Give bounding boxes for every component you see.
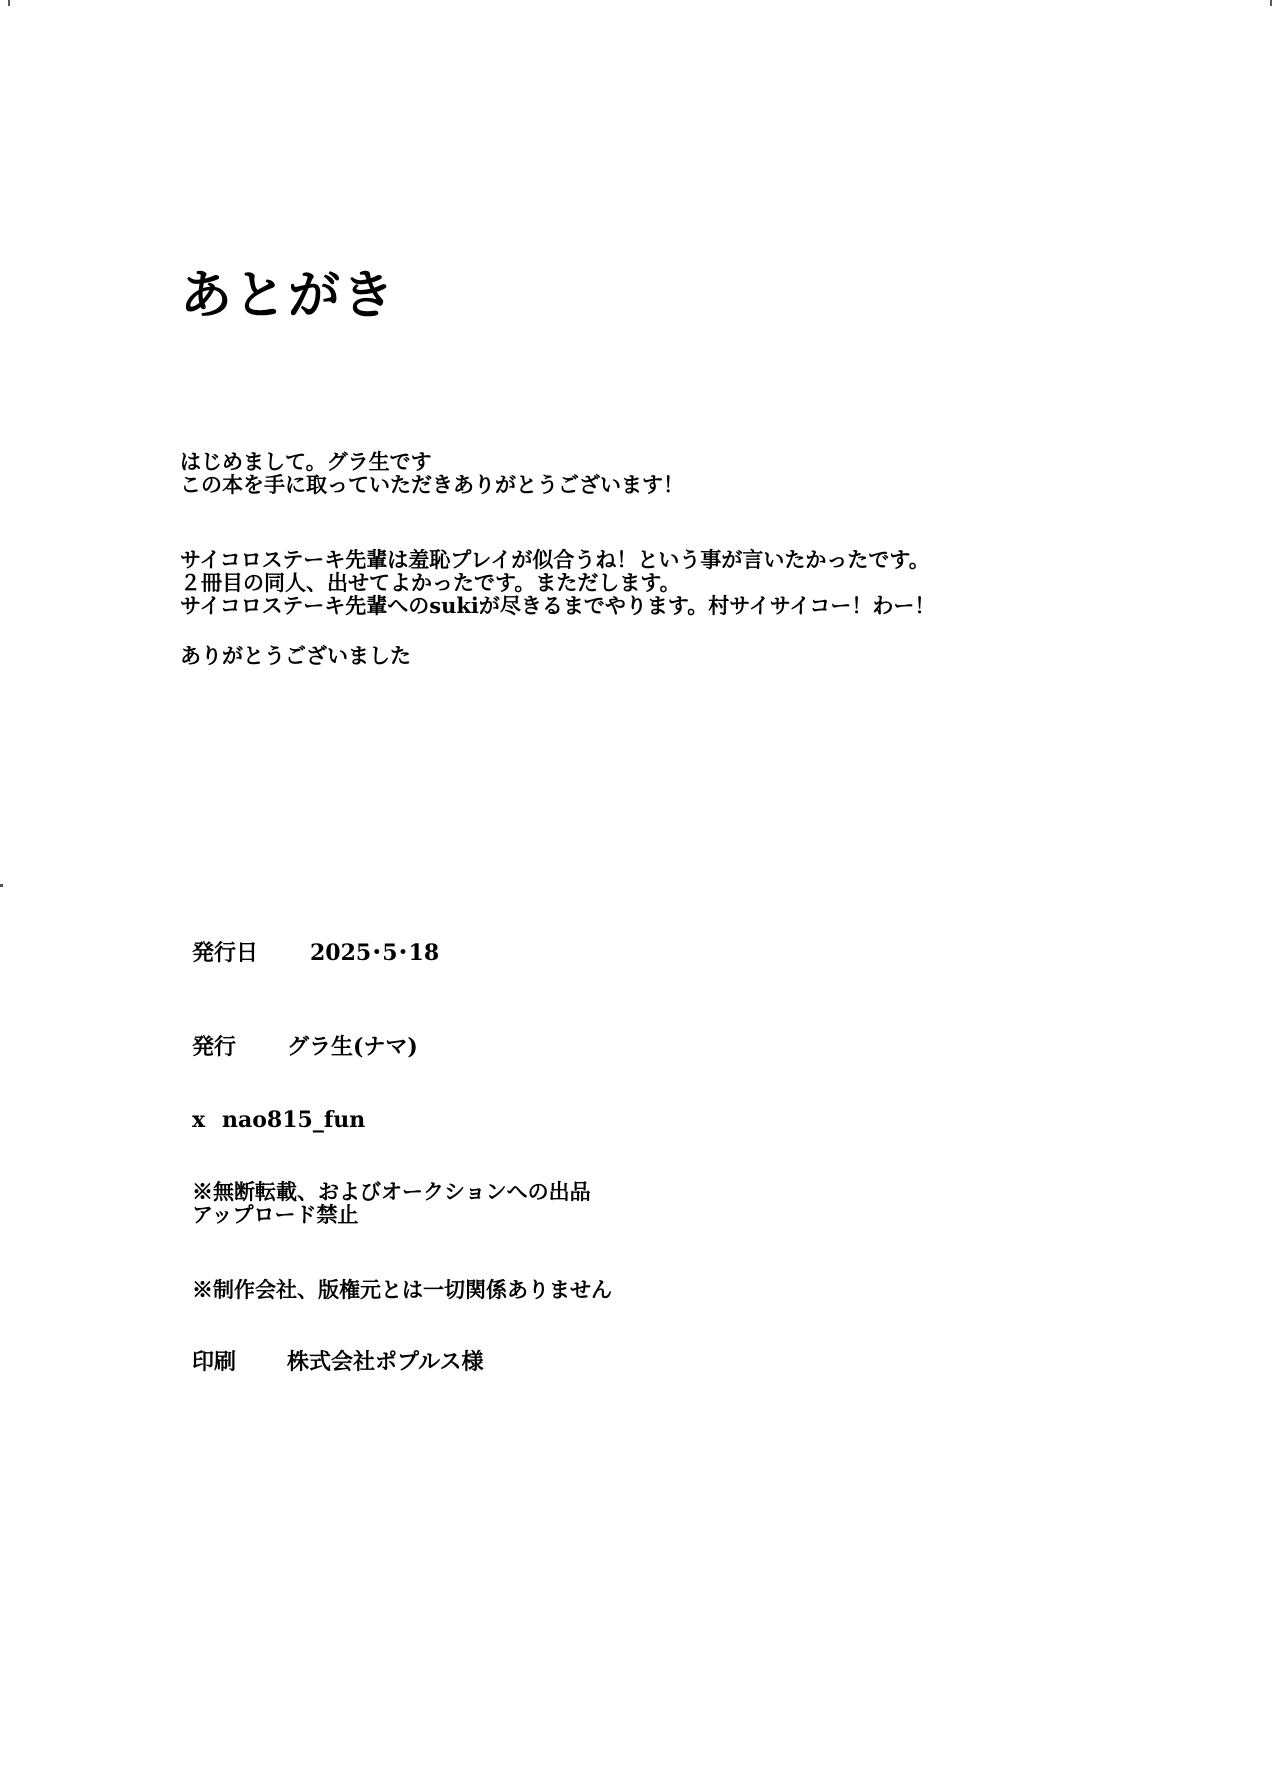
intro-paragraph	[180, 450, 684, 496]
publisher-value: グラ生(ナマ)	[287, 1034, 418, 1060]
publication-date-row	[192, 940, 440, 966]
main-line-1: サイコロステーキ先輩は羞恥プレイが似合うね！という事が言いたかったです。	[180, 547, 930, 572]
crop-mark-middle-left	[0, 884, 3, 887]
reprint-prohibition-notice	[192, 1180, 591, 1226]
publication-date-label: 発行日	[192, 940, 259, 966]
intro-line-2: この本を手に取っていただきありがとうございます！	[180, 472, 684, 498]
intro-line-1: はじめまして。グラ生です	[180, 449, 432, 474]
main-line-2: ２冊目の同人、出せてよかったです。まただします。	[180, 570, 681, 596]
x-handle: nao815_fun	[222, 1107, 366, 1133]
publisher-label: 発行	[192, 1034, 237, 1060]
x-account-row	[192, 1107, 366, 1133]
x-label: x	[192, 1107, 206, 1133]
page-title: あとがき	[180, 265, 397, 326]
thanks-line: ありがとうございました	[180, 643, 411, 668]
notice-2-line-1: ※制作会社、版権元とは一切関係ありません	[192, 1277, 612, 1302]
publication-date-value: 2025･5･18	[310, 940, 440, 966]
printer-value: 株式会社ポプルス様	[287, 1349, 484, 1375]
main-paragraph	[180, 548, 935, 617]
crop-mark-top-left	[8, 0, 10, 6]
printer-row	[192, 1349, 484, 1375]
main-line-3: サイコロステーキ先輩へのsukiが尽きるまでやります。村サイサイコー！わー！	[180, 593, 936, 619]
publisher-row	[192, 1034, 418, 1060]
printer-label: 印刷	[192, 1349, 237, 1375]
notice-1-line-2: アップロード禁止	[192, 1202, 359, 1228]
notice-1-line-1: ※無断転載、およびオークションへの出品	[192, 1179, 591, 1204]
crop-mark-top-right	[1270, 0, 1272, 6]
unaffiliated-notice	[192, 1278, 612, 1301]
